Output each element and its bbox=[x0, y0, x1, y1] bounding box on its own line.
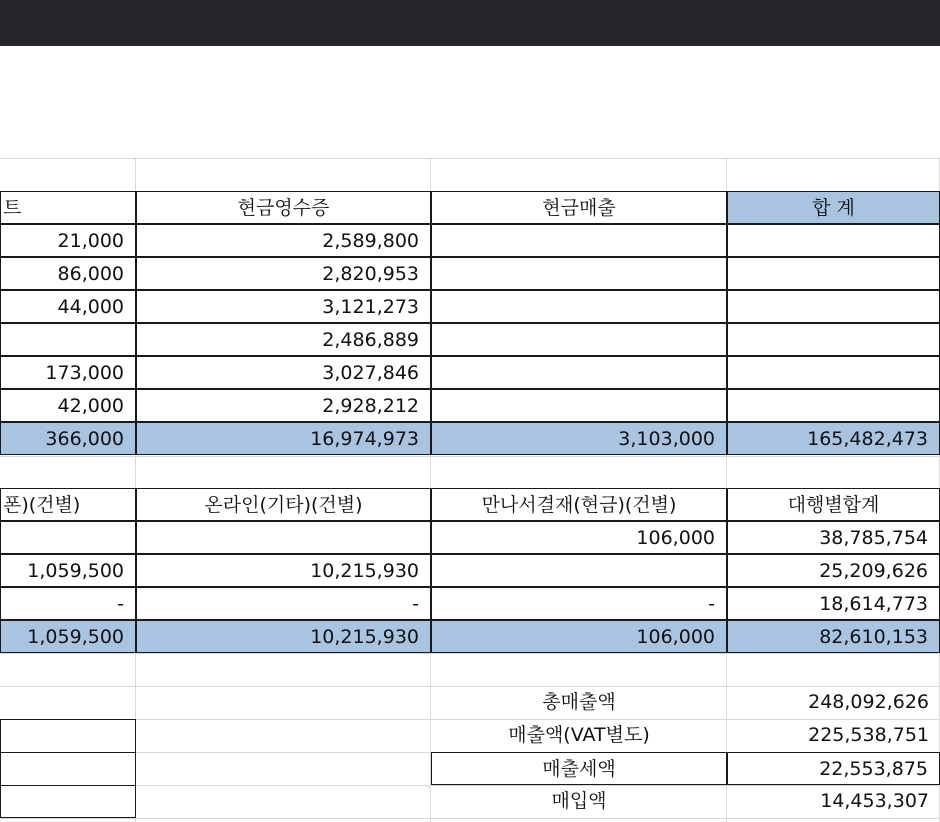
table-cell[interactable]: 2,486,889 bbox=[136, 323, 431, 356]
table-cell[interactable]: 44,000 bbox=[0, 290, 136, 323]
table-cell[interactable]: 1,059,500 bbox=[0, 554, 136, 587]
summary-value-total-sales[interactable]: 248,092,626 bbox=[808, 691, 929, 713]
table-cell[interactable]: - bbox=[136, 587, 431, 620]
table1-total-cell[interactable]: 165,482,473 bbox=[727, 422, 940, 455]
row-line bbox=[0, 158, 940, 159]
table-cell[interactable] bbox=[727, 290, 940, 323]
table1-header-card[interactable]: 트 bbox=[0, 191, 136, 224]
row-line bbox=[0, 653, 940, 654]
table-cell[interactable] bbox=[727, 389, 940, 422]
table-cell[interactable]: 10,215,930 bbox=[136, 554, 431, 587]
table-cell[interactable] bbox=[431, 356, 727, 389]
table2-header-agency-total[interactable]: 대행별합계 bbox=[727, 488, 940, 521]
table2-total-cell[interactable]: 82,610,153 bbox=[727, 620, 940, 653]
table-cell[interactable] bbox=[727, 224, 940, 257]
table2-total-cell[interactable]: 1,059,500 bbox=[0, 620, 136, 653]
summary-value-sales-tax[interactable]: 22,553,875 bbox=[727, 752, 940, 785]
table1-total-cell[interactable]: 366,000 bbox=[0, 422, 136, 455]
table-cell[interactable]: 25,209,626 bbox=[727, 554, 940, 587]
table-cell[interactable]: - bbox=[431, 587, 727, 620]
table-cell[interactable] bbox=[0, 521, 136, 554]
table-cell[interactable] bbox=[0, 323, 136, 356]
table-cell[interactable]: 106,000 bbox=[431, 521, 727, 554]
table-cell[interactable] bbox=[431, 389, 727, 422]
table-cell[interactable] bbox=[431, 224, 727, 257]
table2-total-cell[interactable]: 106,000 bbox=[431, 620, 727, 653]
table-cell[interactable]: - bbox=[0, 587, 136, 620]
table-cell[interactable]: 3,027,846 bbox=[136, 356, 431, 389]
summary-label-total-sales[interactable]: 총매출액 bbox=[542, 691, 616, 713]
summary-label-purchases[interactable]: 매입액 bbox=[551, 790, 607, 812]
table1-total-cell[interactable]: 16,974,973 bbox=[136, 422, 431, 455]
table-cell[interactable] bbox=[727, 257, 940, 290]
empty-box-cell[interactable] bbox=[0, 719, 136, 752]
table2-header-meet-pay-cash[interactable]: 만나서결재(현금)(건별) bbox=[431, 488, 727, 521]
summary-label-sales-tax[interactable]: 매출세액 bbox=[431, 752, 727, 785]
table1-header-cash-sales[interactable]: 현금매출 bbox=[431, 191, 727, 224]
table-cell[interactable]: 86,000 bbox=[0, 257, 136, 290]
table1-total-cell[interactable]: 3,103,000 bbox=[431, 422, 727, 455]
row-line bbox=[0, 456, 940, 457]
table-cell[interactable]: 2,589,800 bbox=[136, 224, 431, 257]
table-cell[interactable] bbox=[727, 356, 940, 389]
summary-value-purchases[interactable]: 14,453,307 bbox=[820, 790, 929, 812]
table2-header-online-other[interactable]: 온라인(기타)(건별) bbox=[136, 488, 431, 521]
empty-box-cell[interactable] bbox=[0, 785, 136, 818]
table-cell[interactable]: 2,928,212 bbox=[136, 389, 431, 422]
summary-value-sales-ex-vat[interactable]: 225,538,751 bbox=[808, 724, 929, 746]
table-cell[interactable] bbox=[431, 554, 727, 587]
table-cell[interactable] bbox=[431, 323, 727, 356]
table1-header-total[interactable]: 합 계 bbox=[727, 191, 940, 224]
table2-total-cell[interactable]: 10,215,930 bbox=[136, 620, 431, 653]
table-cell[interactable]: 173,000 bbox=[0, 356, 136, 389]
empty-box-cell[interactable] bbox=[0, 752, 136, 785]
table-cell[interactable] bbox=[431, 290, 727, 323]
table-cell[interactable]: 38,785,754 bbox=[727, 521, 940, 554]
table-cell[interactable]: 2,820,953 bbox=[136, 257, 431, 290]
row-line bbox=[0, 818, 940, 819]
table-cell[interactable] bbox=[727, 323, 940, 356]
table-cell[interactable]: 18,614,773 bbox=[727, 587, 940, 620]
table-cell[interactable] bbox=[136, 521, 431, 554]
summary-label-sales-ex-vat[interactable]: 매출액(VAT별도) bbox=[508, 724, 650, 746]
table-cell[interactable] bbox=[431, 257, 727, 290]
table-cell[interactable]: 3,121,273 bbox=[136, 290, 431, 323]
table-cell[interactable]: 42,000 bbox=[0, 389, 136, 422]
table-cell[interactable]: 21,000 bbox=[0, 224, 136, 257]
table2-header-phone[interactable]: 폰)(건별) bbox=[0, 488, 136, 521]
table1-header-cash-receipt[interactable]: 현금영수증 bbox=[136, 191, 431, 224]
